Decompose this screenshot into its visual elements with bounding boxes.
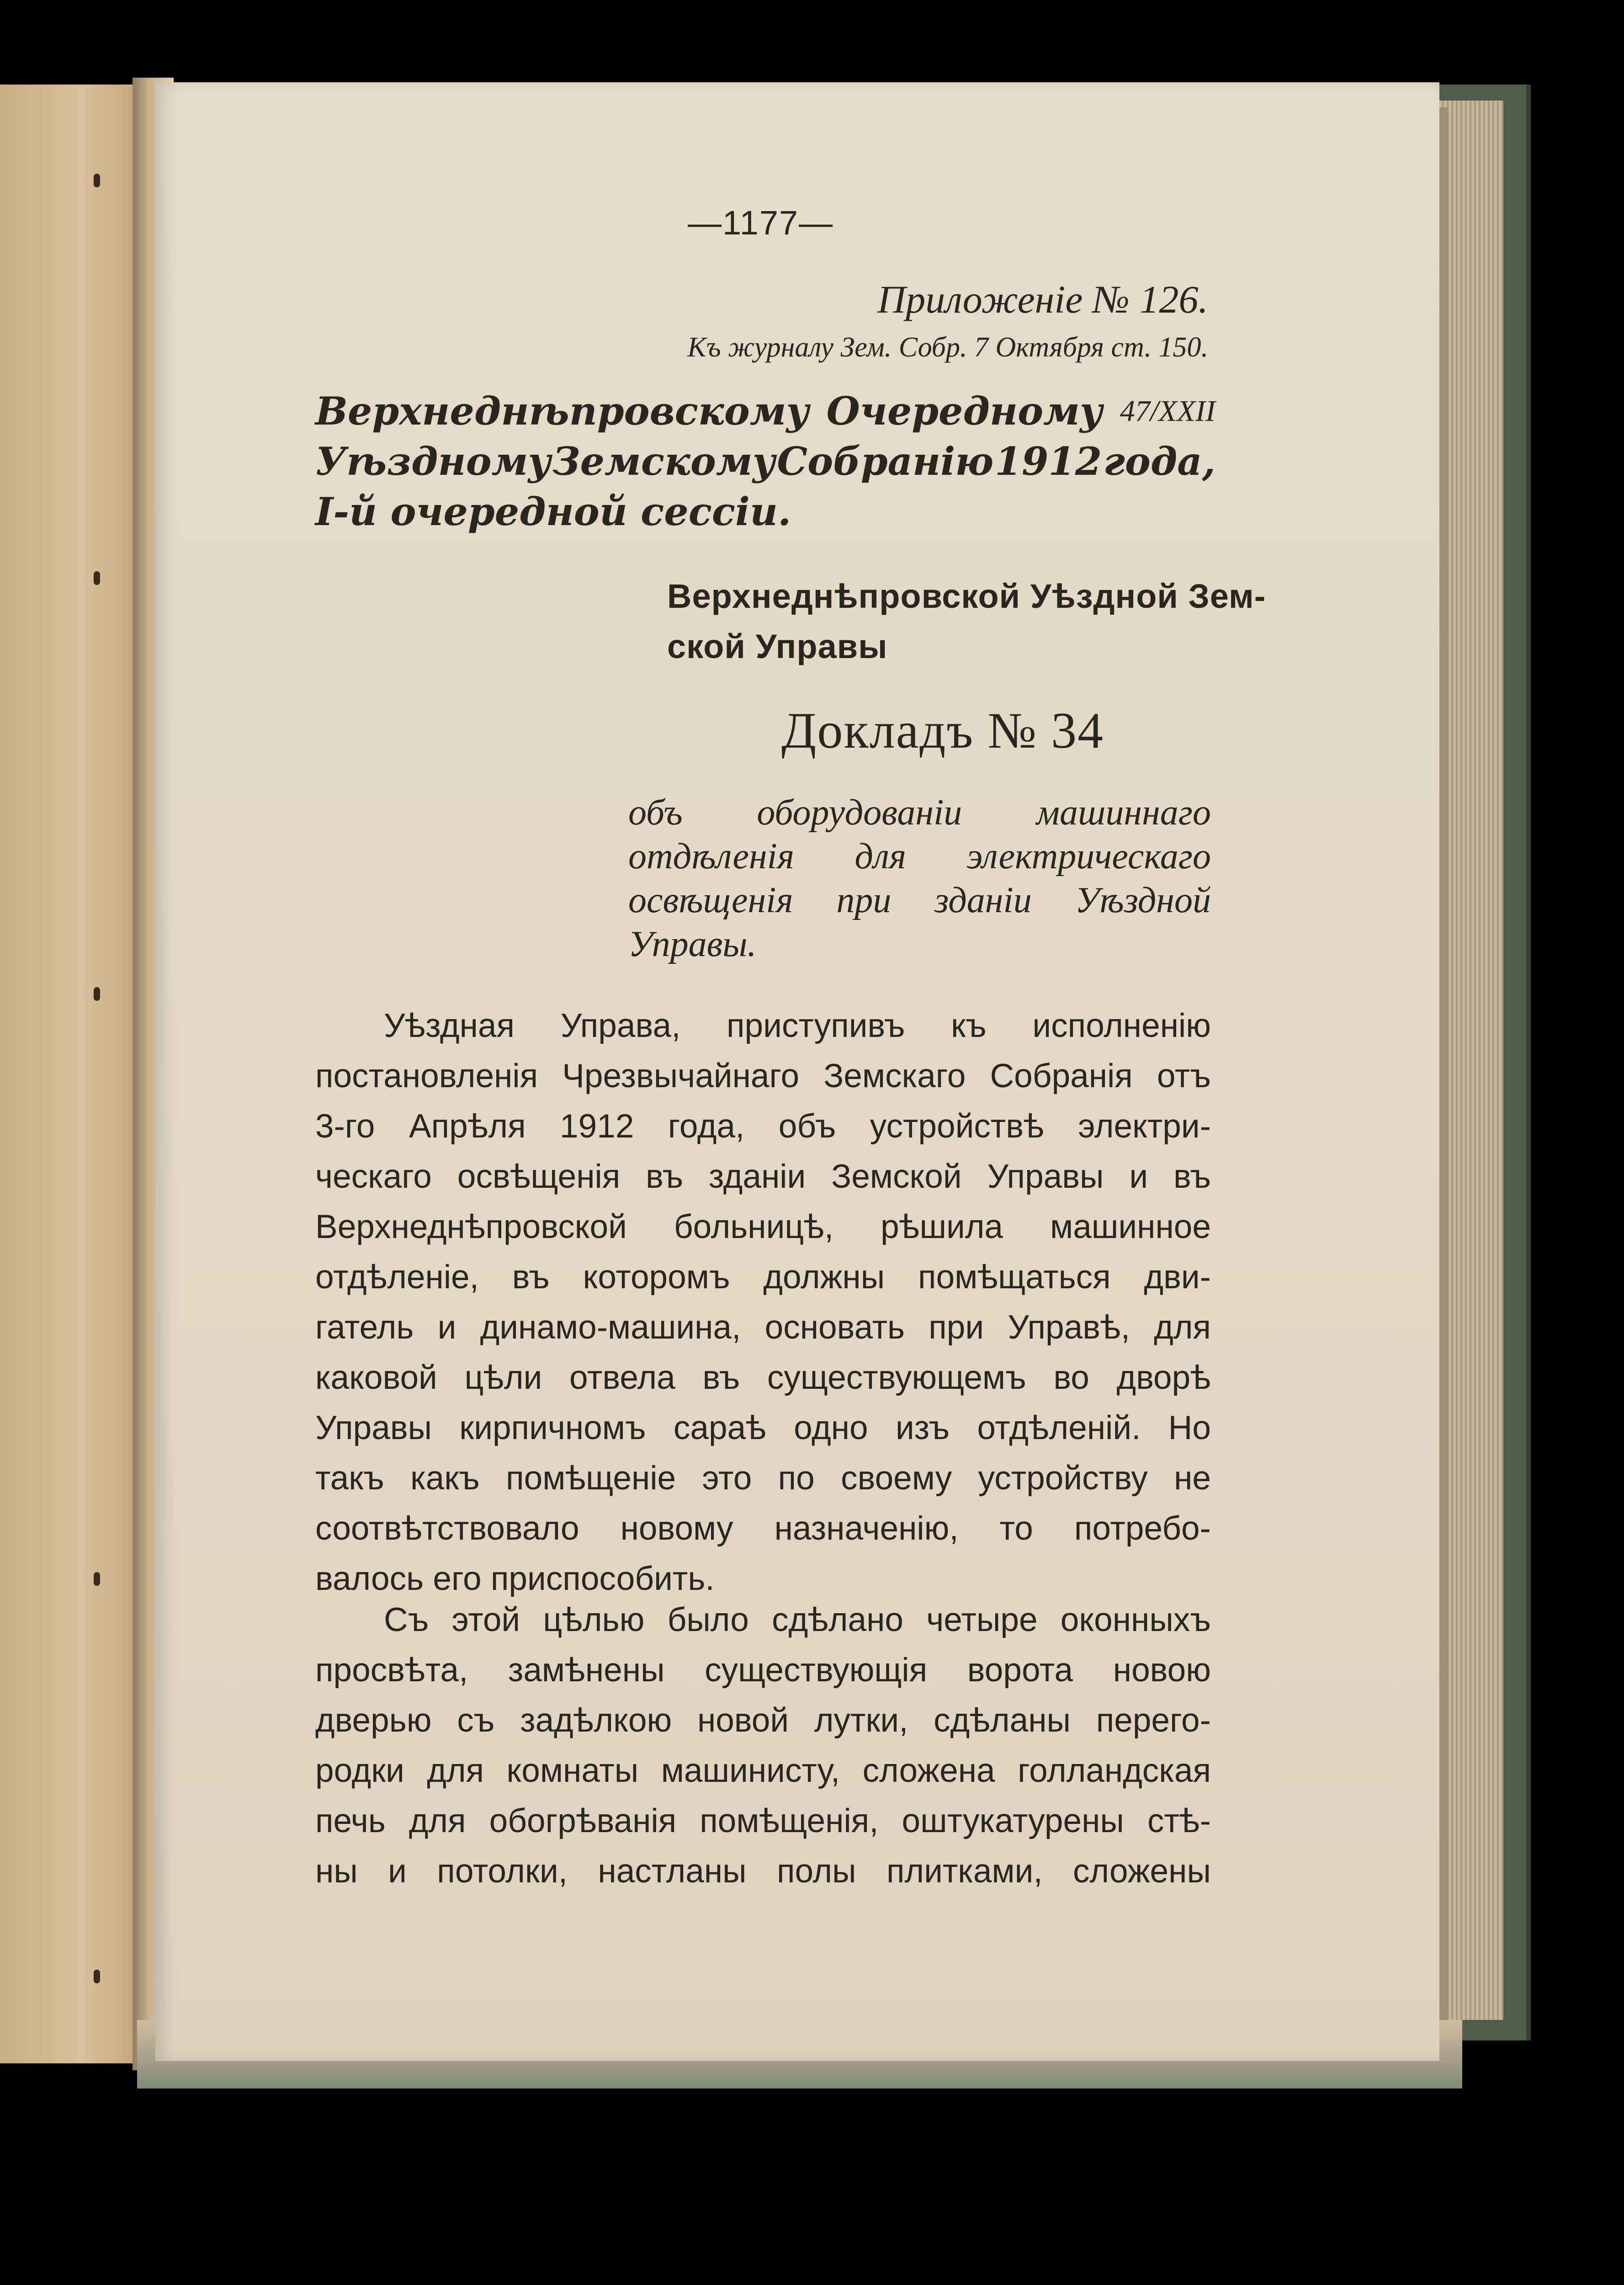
body-paragraph-2	[315, 1595, 1211, 1897]
word: Земскому	[552, 439, 776, 484]
word: года,	[668, 1108, 745, 1145]
word: машинное	[1050, 1208, 1211, 1245]
word: сложены	[1073, 1853, 1211, 1890]
word: Уѣздному	[315, 439, 551, 484]
word: новою	[1113, 1652, 1211, 1689]
word: объ	[628, 792, 683, 833]
issuer-line: ской Управы	[667, 627, 888, 665]
word: цѣли	[464, 1359, 542, 1396]
word: замѣнены	[508, 1652, 665, 1689]
text-line	[315, 1504, 1211, 1554]
stitch-mark	[94, 1572, 100, 1586]
text-line	[628, 791, 1211, 834]
word: основать	[764, 1309, 905, 1346]
word: то	[999, 1510, 1033, 1547]
word: 47/XXII	[1120, 394, 1215, 428]
word: валось его приспособить.	[315, 1560, 715, 1597]
text-line	[628, 834, 1211, 878]
word: которомъ	[583, 1259, 730, 1296]
binding-stitch-marks	[94, 174, 103, 2002]
word: отъ	[1157, 1057, 1211, 1095]
word: электри-	[1078, 1108, 1211, 1145]
word: новой	[697, 1702, 789, 1739]
body-paragraph-1	[315, 1001, 1211, 1604]
word: этой	[451, 1601, 520, 1638]
word: больницѣ,	[674, 1208, 834, 1245]
word: въ	[646, 1158, 684, 1195]
word: освѣщенія	[457, 1158, 621, 1195]
text-line	[315, 1252, 1211, 1302]
word: оконныхъ	[1060, 1601, 1211, 1638]
word: зданіи	[708, 1158, 806, 1195]
report-subject	[628, 791, 1211, 966]
word: Собранія	[990, 1057, 1133, 1095]
word: сдѣланы	[934, 1702, 1071, 1739]
stitch-mark	[94, 1970, 100, 1983]
word: ны	[315, 1853, 358, 1890]
addressee-heading	[315, 386, 1215, 537]
word: соотвѣтствовало	[315, 1510, 579, 1547]
text-line	[315, 1152, 1211, 1202]
word: отдѣленія	[628, 836, 795, 877]
word: было	[667, 1601, 749, 1638]
text-line	[315, 1695, 1211, 1746]
report-title: Докладъ № 34	[781, 702, 1104, 759]
word: Апрѣля	[409, 1108, 526, 1145]
word: Управы	[987, 1158, 1104, 1195]
word: съ	[457, 1702, 495, 1739]
stitch-mark	[94, 987, 100, 1001]
word: не	[1174, 1460, 1211, 1497]
word: настланы	[598, 1853, 747, 1890]
word: Верхнеднѣпровской	[315, 1208, 627, 1245]
word: Собранію	[777, 439, 994, 484]
word: такъ	[315, 1460, 384, 1497]
word: гатель	[315, 1309, 414, 1346]
word: существующемъ	[767, 1359, 1026, 1396]
word: просвѣта,	[315, 1652, 468, 1689]
word: Уѣздной	[1075, 880, 1211, 920]
word: Управы	[315, 1409, 432, 1446]
word: помѣщенія,	[700, 1802, 879, 1839]
issuer-line: Верхнеднѣпровской Уѣздной Зем-	[667, 577, 1266, 615]
word: задѣлкою	[520, 1702, 672, 1739]
word: рѣшила	[881, 1208, 1003, 1245]
word: Земскаго	[823, 1057, 966, 1095]
word: машиннаго	[1036, 792, 1211, 833]
text-line	[315, 1796, 1211, 1846]
word: должны	[763, 1259, 885, 1296]
word: помѣщеніе	[506, 1460, 676, 1497]
annex-reference: Къ журналу Зем. Собр. 7 Октября ст. 150.	[687, 332, 1208, 363]
word: лутки,	[814, 1702, 908, 1739]
addressee-line	[315, 487, 1215, 537]
word: дворѣ	[1116, 1359, 1211, 1396]
word: перего-	[1096, 1702, 1211, 1739]
word: по	[778, 1460, 815, 1497]
word: устройству	[978, 1460, 1148, 1497]
word: сложена	[862, 1752, 995, 1789]
text-line	[315, 1202, 1211, 1252]
word: въ	[1173, 1158, 1211, 1195]
word: Чрезвычайнаго	[562, 1057, 800, 1095]
issuer-heading	[667, 571, 1266, 672]
word: 3-го	[315, 1108, 375, 1145]
word: родки	[315, 1752, 404, 1789]
word: для	[854, 836, 907, 877]
word: обогрѣванія	[489, 1802, 677, 1839]
word: назначенію,	[774, 1510, 959, 1547]
word: для	[427, 1752, 484, 1789]
stitch-mark	[94, 571, 100, 585]
word: каковой	[315, 1359, 437, 1396]
word: отдѣленій.	[977, 1409, 1141, 1446]
word: дви-	[1144, 1259, 1211, 1296]
word: цѣлью	[543, 1601, 645, 1638]
word: стѣ-	[1147, 1802, 1211, 1839]
word: 1912	[560, 1108, 634, 1145]
word: при	[836, 880, 892, 920]
word: Верхнеднѣпровскому	[315, 388, 809, 434]
word: Очередному	[826, 388, 1103, 434]
word: динамо-машина,	[480, 1309, 741, 1346]
word: комнаты	[506, 1752, 639, 1789]
word: Уѣздная	[384, 1007, 515, 1044]
word: 1912	[995, 439, 1102, 484]
word: освѣщенія	[628, 880, 793, 920]
text-line	[315, 1001, 1211, 1051]
word: Управа,	[560, 1007, 681, 1044]
word: Земской	[831, 1158, 962, 1195]
text-line	[628, 878, 1211, 922]
word: изъ	[895, 1409, 950, 1446]
word: въ	[512, 1259, 550, 1296]
word: Управѣ,	[1008, 1309, 1130, 1346]
word: при	[929, 1309, 984, 1346]
word: существующія	[705, 1652, 928, 1689]
word: І-й очередной сессіи.	[315, 489, 791, 534]
word: полы	[776, 1853, 856, 1890]
word: печь	[315, 1802, 386, 1839]
word: объ	[778, 1108, 836, 1145]
word: Но	[1168, 1409, 1211, 1446]
word: своему	[841, 1460, 952, 1497]
word: къ	[951, 1007, 987, 1044]
word: четыре	[926, 1601, 1038, 1638]
word: для	[409, 1802, 466, 1839]
word: это	[702, 1460, 752, 1497]
word: оштукатурены	[902, 1802, 1124, 1839]
text-line	[315, 1645, 1211, 1695]
text-line	[315, 1595, 1211, 1645]
word: Съ	[384, 1601, 429, 1638]
word: дверью	[315, 1702, 432, 1739]
word: отдѣленіе,	[315, 1259, 479, 1296]
word: ческаго	[315, 1158, 432, 1195]
word: во	[1053, 1359, 1089, 1396]
word: машинисту,	[661, 1752, 840, 1789]
word: голландская	[1018, 1752, 1211, 1789]
word: постановленія	[315, 1057, 538, 1095]
text-line	[628, 922, 1211, 966]
word: устройствѣ	[870, 1108, 1044, 1145]
word: Управы.	[628, 924, 757, 964]
word: новому	[620, 1510, 733, 1547]
word: помѣщаться	[918, 1259, 1111, 1296]
text-line	[315, 1746, 1211, 1796]
word: кирпичномъ	[459, 1409, 646, 1446]
word: для	[1154, 1309, 1211, 1346]
text-line	[315, 1846, 1211, 1897]
word: отвела	[569, 1359, 675, 1396]
word: ворота	[967, 1652, 1073, 1689]
text-line	[315, 1353, 1211, 1403]
word: электрическаго	[966, 836, 1211, 877]
stitch-mark	[94, 174, 100, 187]
addressee-line	[315, 386, 1215, 436]
word: года,	[1103, 439, 1215, 484]
word: и	[388, 1853, 407, 1890]
page-number: —1177—	[688, 204, 834, 242]
word: исполненію	[1032, 1007, 1211, 1044]
text-line	[315, 1302, 1211, 1353]
addressee-line	[315, 436, 1215, 487]
text-line	[315, 1403, 1211, 1453]
text-line	[315, 1051, 1211, 1101]
word: зданіи	[934, 880, 1032, 920]
word: одно	[794, 1409, 868, 1446]
text-line	[315, 1453, 1211, 1504]
word: потолки,	[437, 1853, 568, 1890]
word: оборудованіи	[757, 792, 962, 833]
word: сдѣлано	[772, 1601, 904, 1638]
text-line	[315, 1101, 1211, 1152]
word: и	[437, 1309, 456, 1346]
annex-label: Приложеніе № 126.	[877, 277, 1208, 321]
left-page-edge	[0, 85, 137, 2063]
word: какъ	[410, 1460, 480, 1497]
word: въ	[702, 1359, 740, 1396]
word: плитками,	[886, 1853, 1043, 1890]
word: приступивъ	[727, 1007, 905, 1044]
word: потребо-	[1074, 1510, 1211, 1547]
word: сараѣ	[673, 1409, 766, 1446]
word: и	[1129, 1158, 1148, 1195]
